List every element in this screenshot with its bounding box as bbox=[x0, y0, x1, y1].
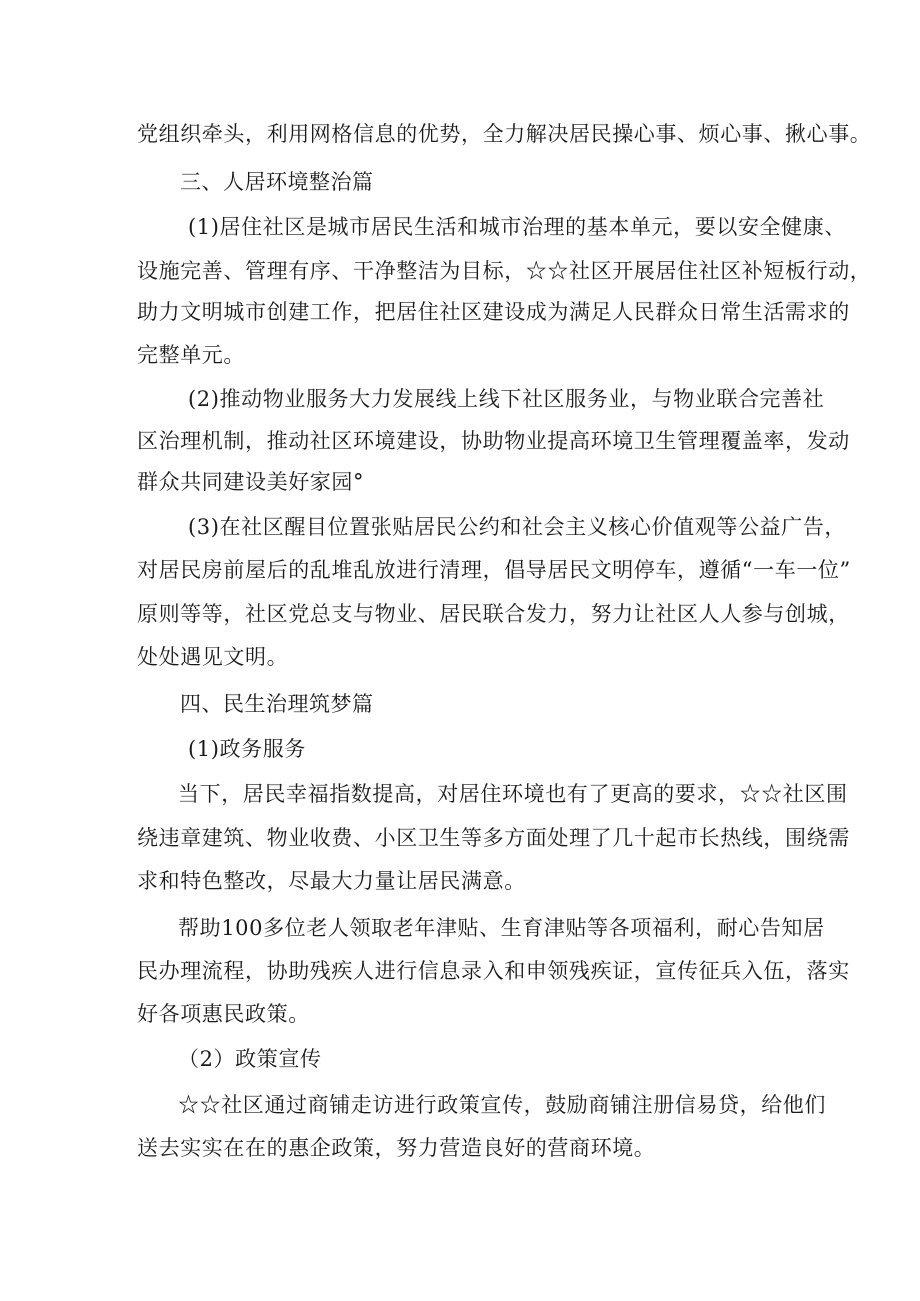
section-heading: 三、人居环境整治篇 bbox=[180, 170, 374, 194]
paragraph-line: 设施完善、管理有序、干净整洁为目标，☆☆社区开展居住社区补短板行动， bbox=[137, 259, 872, 283]
paragraph-line: 帮助100多位老人领取老年津贴、生育津贴等各项福利，耐心告知居 bbox=[178, 916, 825, 940]
section-heading: 四、民生治理筑梦篇 bbox=[180, 692, 374, 716]
paragraph-line: (2)推动物业服务大力发展线上线下社区服务业，与物业联合完善社 bbox=[188, 387, 825, 411]
paragraph-line: 原则等等，社区党总支与物业、居民联合发力，努力让社区人人参与创城， bbox=[137, 602, 850, 626]
paragraph-line: 绕违章建筑、物业收费、小区卫生等多方面处理了几十起市长热线，围绕需 bbox=[137, 826, 850, 850]
paragraph-line: 当下，居民幸福指数提高，对居住环境也有了更高的要求，☆☆社区围 bbox=[178, 782, 848, 806]
paragraph-line: (3)在社区醒目位置张贴居民公约和社会主义核心价值观等公益广告， bbox=[188, 515, 846, 539]
paragraph-line: 助力文明城市创建工作，把居住社区建设成为满足人民群众日常生活需求的 bbox=[137, 300, 850, 324]
paragraph-line: 民办理流程，协助残疾人进行信息录入和申领残疾证，宣传征兵入伍，落实 bbox=[137, 959, 850, 983]
paragraph-line: 送去实实在在的惠企政策，努力营造良好的营商环境。 bbox=[137, 1136, 656, 1160]
paragraph-line: 对居民房前屋后的乱堆乱放进行清理，倡导居民文明停车，遵循“一车一位” bbox=[137, 558, 851, 582]
paragraph-line: 处处遇见文明。 bbox=[137, 645, 289, 669]
subsection-heading: (1)政务服务 bbox=[188, 737, 306, 761]
paragraph-line: 好各项惠民政策。 bbox=[137, 1002, 310, 1026]
paragraph-line: 完整单元。 bbox=[137, 343, 245, 367]
paragraph-line: (1)居住社区是城市居民生活和城市治理的基本单元，要以安全健康、 bbox=[188, 215, 846, 239]
paragraph-line: 群众共同建设美好家园° bbox=[137, 470, 365, 494]
paragraph-line: 党组织牵头，利用网格信息的优势，全力解决居民操心事、烦心事、揪心事。 bbox=[137, 122, 872, 146]
paragraph-line: ☆☆社区通过商铺走访进行政策宣传，鼓励商铺注册信易贷，给他们 bbox=[178, 1093, 826, 1117]
paragraph-line: 求和特色整改，尽最大力量让居民满意。 bbox=[137, 869, 526, 893]
subsection-heading: （2）政策宣传 bbox=[178, 1047, 322, 1071]
paragraph-line: 区治理机制，推动社区环境建设，协助物业提高环境卫生管理覆盖率，发动 bbox=[137, 429, 850, 453]
